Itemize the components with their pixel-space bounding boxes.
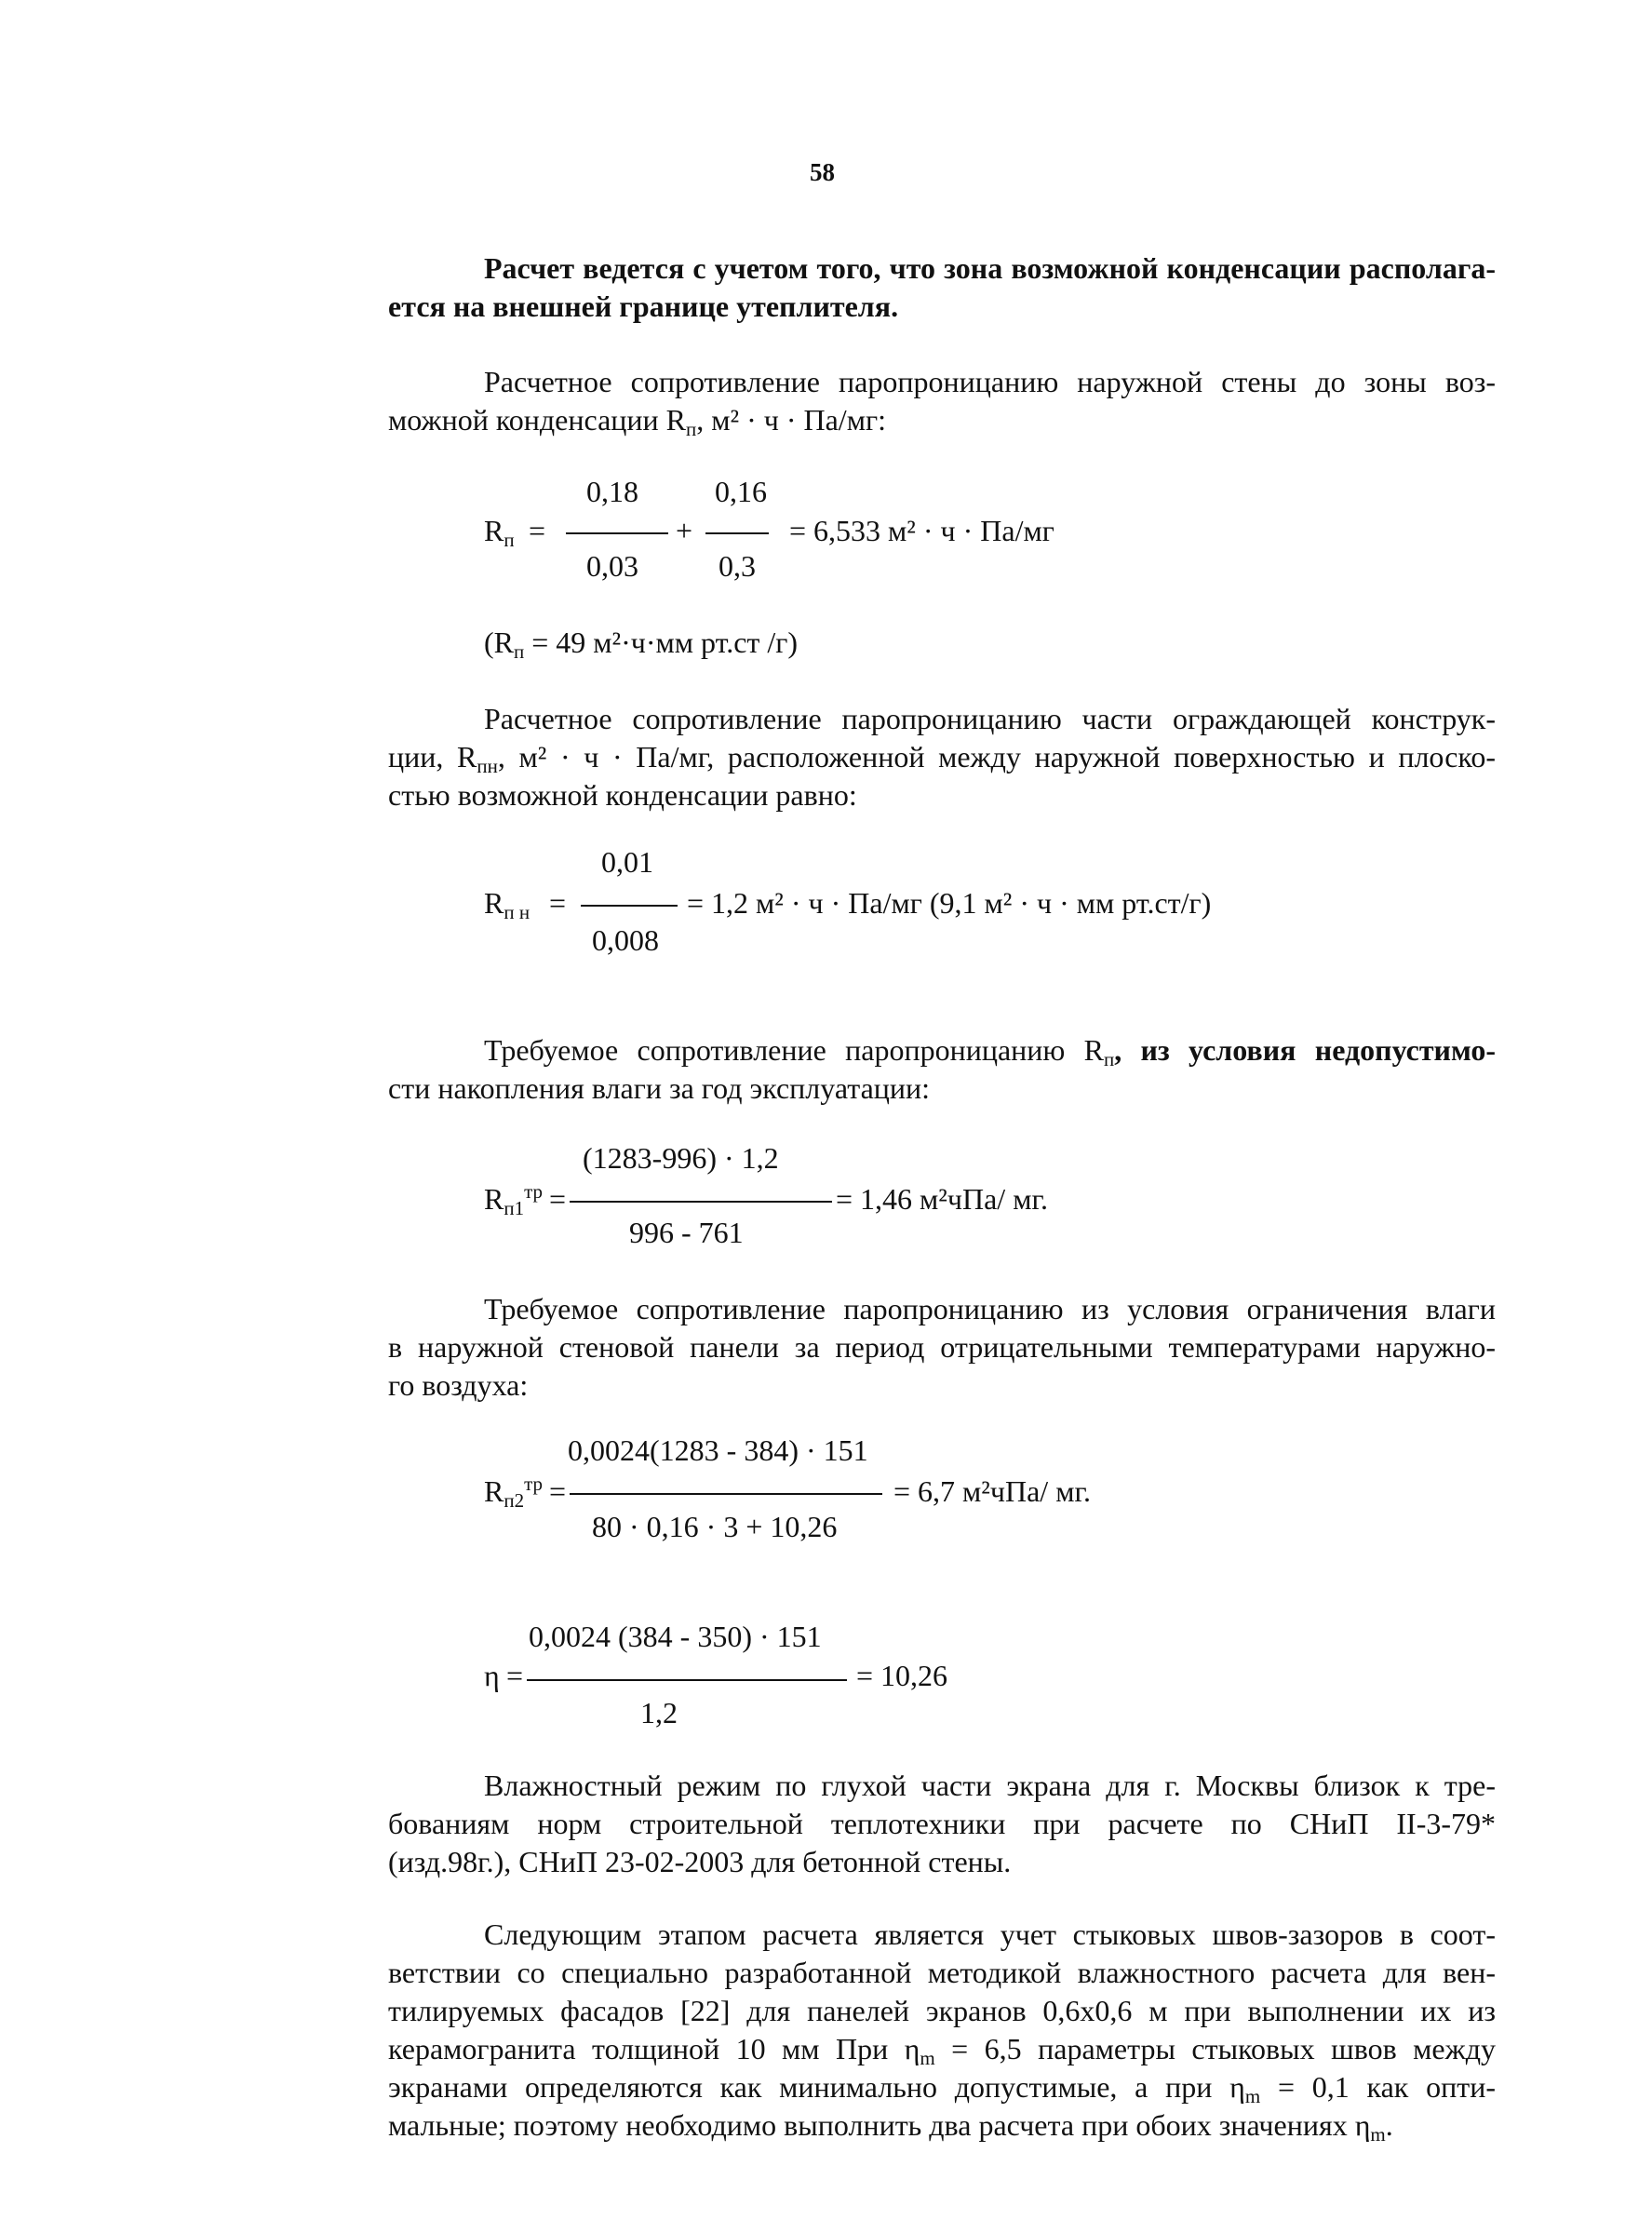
fraction-bar bbox=[566, 532, 668, 534]
formula-equals: = bbox=[549, 886, 567, 920]
fraction-denominator: 0,3 bbox=[719, 549, 756, 583]
formula-equals: = bbox=[549, 1182, 567, 1216]
paragraph-line: Расчетное сопротивление паропроницанию части ограждающей конструк- bbox=[484, 702, 1496, 735]
paragraph-line: го воздуха: bbox=[388, 1368, 529, 1402]
paragraph-line: бованиям норм строительной теплотехники при расчете по СНиП II-3-79* bbox=[388, 1807, 1496, 1840]
paragraph-line: можной конденсации $R_п$, м² · ч · Па/мг: bbox=[388, 403, 886, 440]
formula-result: = 6,7 м²чПа/ мг. bbox=[893, 1474, 1091, 1508]
fraction-denominator: 0,03 bbox=[586, 549, 638, 583]
fraction-denominator: 0,008 bbox=[592, 923, 659, 957]
paragraph-line: тилируемых фасадов [22] для панелей экранов 0,6х0,6 м при выполнении их из bbox=[388, 1994, 1496, 2027]
formula-result: = 10,26 bbox=[856, 1659, 948, 1692]
paragraph-line: Следующим этапом расчета является учет стыковых швов-зазоров в соот- bbox=[484, 1917, 1496, 1951]
paragraph-line: стью возможной конденсации равно: bbox=[388, 778, 857, 812]
fraction-bar bbox=[581, 905, 678, 907]
paragraph-line: Требуемое сопротивление паропроницанию $R_п$, из условия недопустимо- bbox=[484, 1033, 1496, 1070]
paragraph-line: Влажностный режим по глухой части экрана для г. Москвы близок к тре- bbox=[484, 1769, 1496, 1802]
paragraph-5 bbox=[388, 1290, 1496, 1405]
fraction-numerator: 0,18 bbox=[586, 475, 638, 508]
paragraph-line: сти накопления влаги за год эксплуатации: bbox=[388, 1071, 931, 1105]
formula-result: = 1,2 м² · ч · Па/мг (9,1 м² · ч · мм рт.ст/г) bbox=[687, 886, 1212, 920]
fraction-bar bbox=[527, 1679, 847, 1681]
paragraph-1 bbox=[388, 249, 1496, 326]
formula-lhs: $R_{п1}^{тр}$ bbox=[484, 1180, 544, 1219]
paragraph-4 bbox=[388, 1031, 1496, 1108]
paragraph-line: мальные; поэтому необходимо выполнить два расчета при обоих значениях $\eta_m$. bbox=[388, 2108, 1393, 2146]
formula-lhs: $R_{п н}$ bbox=[484, 886, 531, 923]
fraction-denominator: 80 · 0,16 · 3 + 10,26 bbox=[592, 1510, 838, 1543]
paragraph-line: (изд.98г.), СНиП 23-02-2003 для бетонной стены. bbox=[388, 1845, 1012, 1878]
paragraph-line: Расчетное сопротивление паропроницанию наружной стены до зоны воз- bbox=[484, 365, 1496, 398]
fraction-denominator: 1,2 bbox=[640, 1696, 678, 1729]
paragraph-line: ется на внешней границе утеплителя. bbox=[388, 289, 899, 323]
fraction-numerator: 0,01 bbox=[601, 845, 653, 879]
paragraph-line: керамогранита толщиной 10 мм При $\eta_m = 6,5$ параметры стыковых швов между bbox=[388, 2032, 1497, 2069]
paragraph-line: Расчет ведется с учетом того, что зона возможной конденсации располага- bbox=[484, 251, 1496, 285]
paragraph-line: ветствии со специально разработанной методикой влажностного расчета для вен- bbox=[388, 1956, 1496, 1989]
fraction-denominator: 996 - 761 bbox=[629, 1216, 744, 1249]
formula-equals: = bbox=[506, 1659, 524, 1692]
formula-equals: = bbox=[549, 1474, 567, 1508]
paragraph-7 bbox=[388, 1916, 1496, 2145]
fraction-bar bbox=[570, 1493, 882, 1495]
paragraph-3 bbox=[388, 700, 1496, 814]
formula-lhs: $R_п$ bbox=[484, 514, 515, 551]
paragraph-line: в наружной стеновой панели за период отрицательными температурами наружно- bbox=[388, 1330, 1496, 1364]
fraction-numerator: 0,16 bbox=[715, 475, 767, 508]
paragraph-line: экранами определяются как минимально допустимые, а при $\eta_m = 0,1$ как опти- bbox=[388, 2070, 1497, 2107]
formula-result: = 6,533 м² · ч · Па/мг bbox=[789, 514, 1054, 547]
formula-result: = 1,46 м²чПа/ мг. bbox=[836, 1182, 1048, 1216]
formula-1-note: ($R_п = 49$ м²·ч·мм рт.ст /г) bbox=[484, 626, 799, 663]
paragraph-2 bbox=[388, 363, 1496, 439]
paragraph-line: ции, $R_{пн}$, м² · ч · Па/мг, расположенной между наружной поверхностью и плоско- bbox=[388, 740, 1496, 777]
page-number: 58 bbox=[810, 158, 835, 186]
fraction-bar bbox=[705, 532, 769, 534]
paragraph-6 bbox=[388, 1767, 1496, 1881]
fraction-bar bbox=[570, 1201, 832, 1203]
formula-lhs: $R_{п2}^{тр}$ bbox=[484, 1473, 544, 1512]
paragraph-line: Требуемое сопротивление паропроницанию из условия ограничения влаги bbox=[484, 1292, 1496, 1325]
fraction-numerator: 0,0024 (384 - 350) · 151 bbox=[529, 1620, 822, 1653]
fraction-numerator: (1283-996) · 1,2 bbox=[583, 1141, 779, 1175]
formula-plus: + bbox=[676, 514, 693, 547]
formula-lhs: η bbox=[484, 1659, 500, 1692]
fraction-numerator: 0,0024(1283 - 384) · 151 bbox=[568, 1433, 868, 1467]
formula-equals: = bbox=[529, 514, 546, 547]
